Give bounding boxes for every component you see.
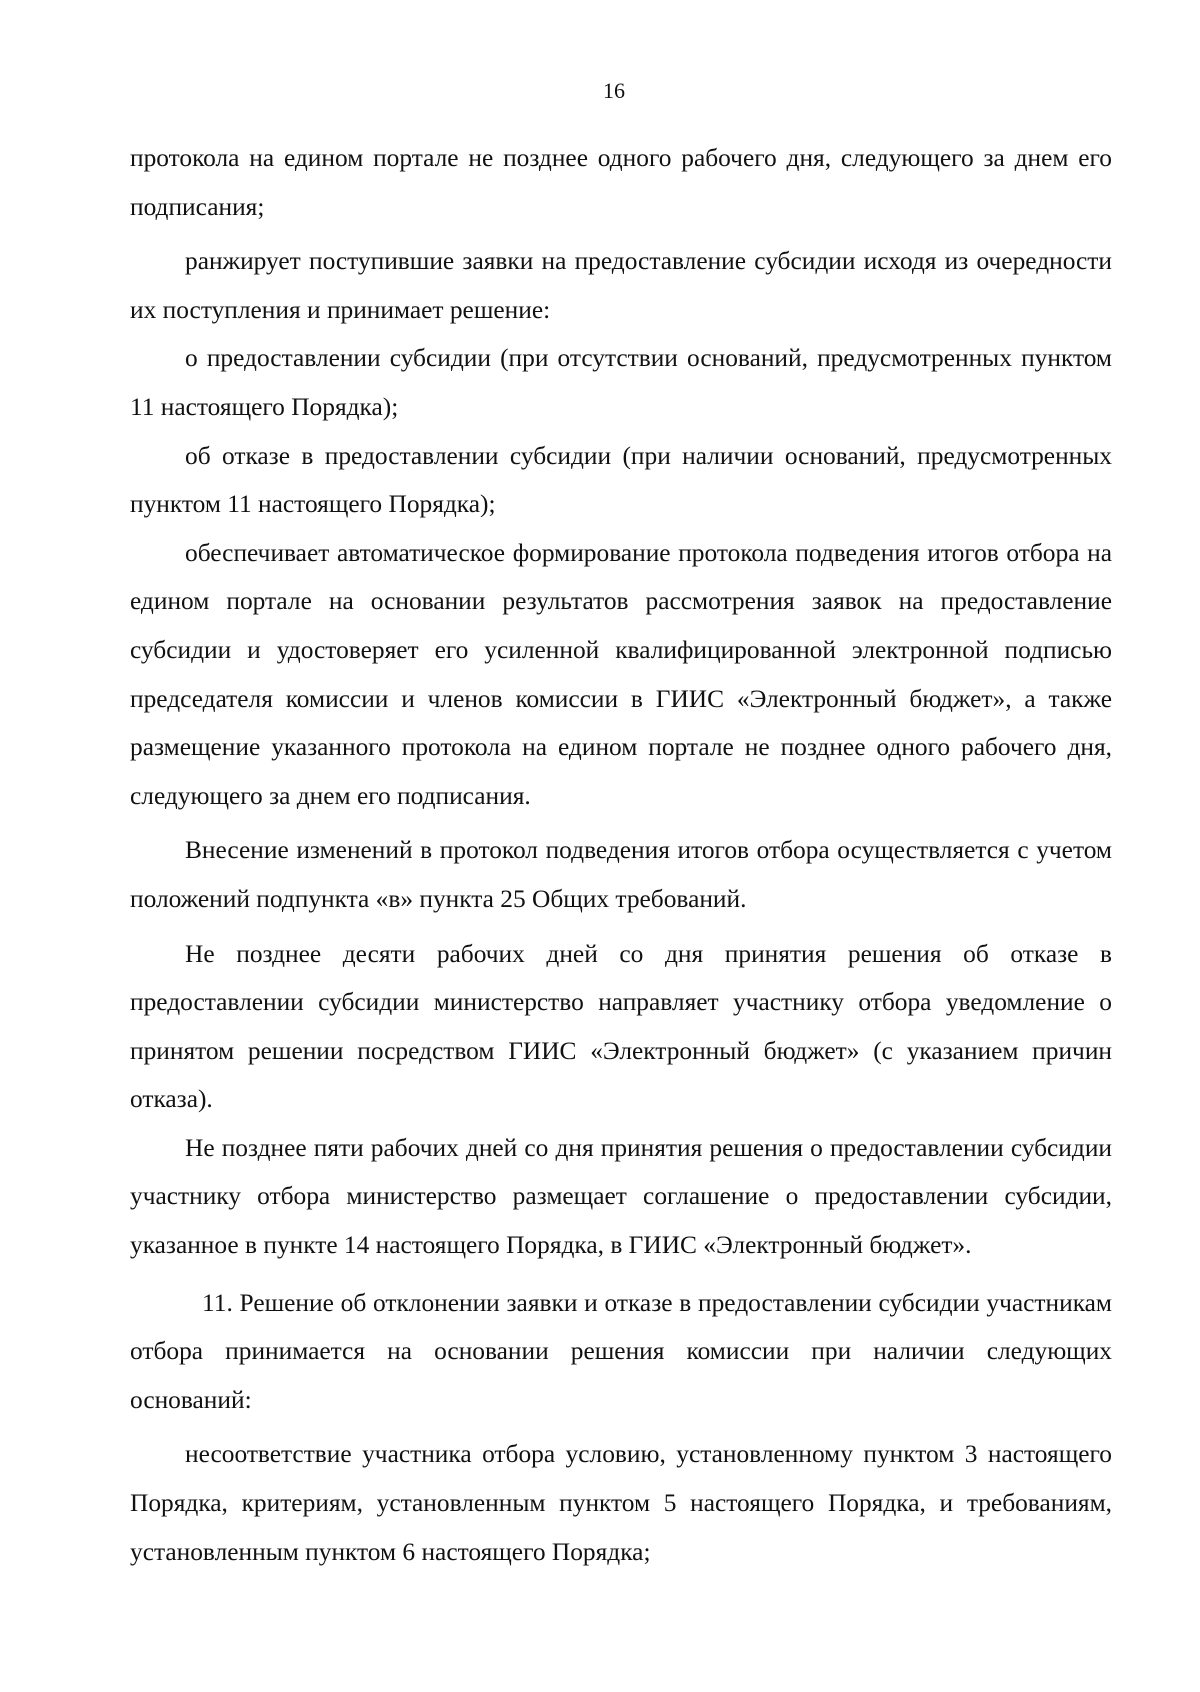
- paragraph-protocol-changes: Внесение изменений в протокол подведения итогов отбора осуществляется с учетом положений подпункта «в» пункта 25 Общих требований.: [130, 836, 1112, 913]
- paragraph-ranking: ранжирует поступившие заявки на предоставление субсидии исходя из очередности их поступления и принимает решение:: [130, 247, 1112, 324]
- paragraph-agreement-placement: Не позднее пяти рабочих дней со дня принятия решения о предоставлении субсидии участнику отбора министерство размещает соглашение о предоставлении субсидии, указанное в пункте 14 настоящего Порядка, в ГИИС «Электронный бюджет».: [130, 1133, 1112, 1260]
- paragraph-protocol-formation: обеспечивает автоматическое формирование протокола подведения итогов отбора на едином портале на основании результатов рассмотрения заявок на предоставление субсидии и удостоверяет его усиленной квалифицированной электронной подписью председателя комиссии и членов комиссии в ГИИС «Электронный бюджет», а также размещение указанного протокола на едином портале не позднее одного рабочего дня, следующего за днем его подписания.: [130, 538, 1112, 810]
- paragraph-noncompliance: несоответствие участника отбора условию, установленному пунктом 3 настоящего Порядка, критериям, установленным пунктом 5 настоящего Порядка, и требованиям, установленным пунктом 6 настоящего Порядка;: [130, 1440, 1112, 1566]
- page-number: 16: [603, 78, 625, 103]
- document-body: [130, 134, 1112, 1576]
- paragraph-continuation: протокола на едином портале не позднее одного рабочего дня, следующего за днем его подписания;: [130, 144, 1112, 221]
- paragraph-grant-decision: о предоставлении субсидии (при отсутствии оснований, предусмотренных пунктом 11 настоящего Порядка);: [130, 344, 1112, 421]
- paragraph-refusal-notice: Не позднее десяти рабочих дней со дня принятия решения об отказе в предоставлении субсидии министерство направляет участнику отбора уведомление о принятом решении посредством ГИИС «Электронный бюджет» (с указанием причин отказа).: [130, 939, 1112, 1114]
- paragraph-item-11: 11. Решение об отклонении заявки и отказе в предоставлении субсидии участникам отбора принимается на основании решения комиссии при наличии следующих оснований:: [130, 1288, 1112, 1414]
- paragraph-refusal-decision: об отказе в предоставлении субсидии (при наличии оснований, предусмотренных пунктом 11 настоящего Порядка);: [130, 441, 1112, 519]
